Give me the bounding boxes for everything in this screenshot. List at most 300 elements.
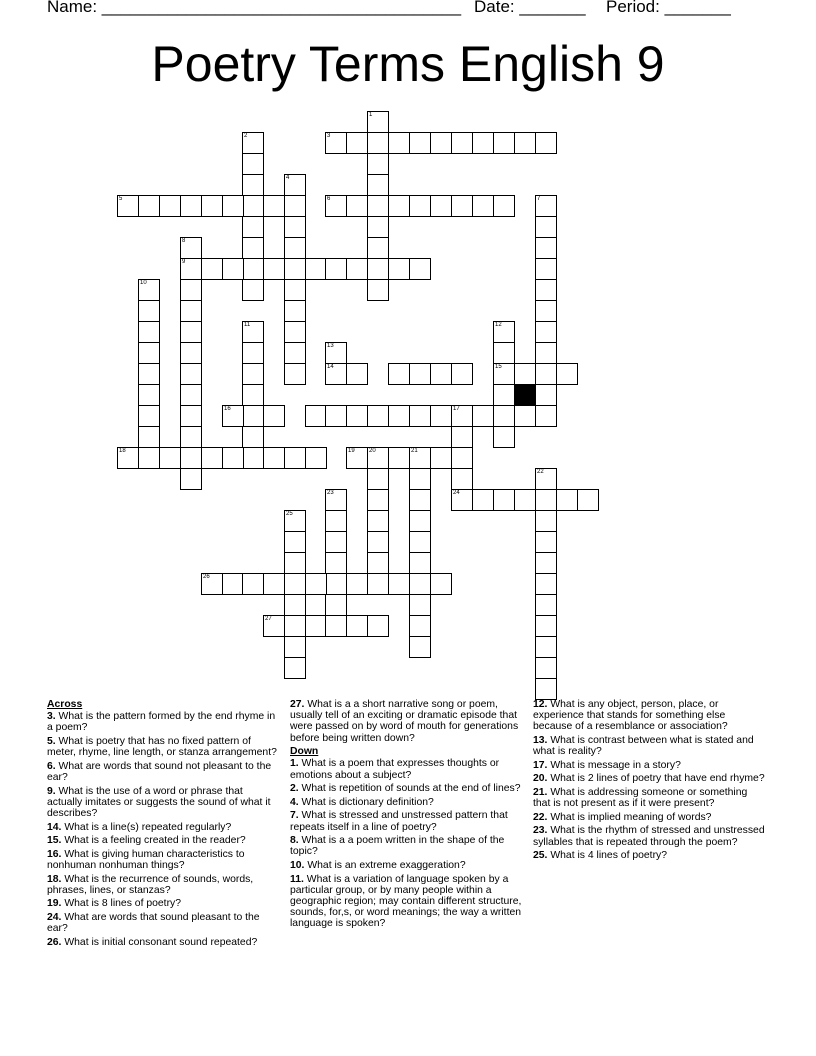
clue-item-number: 12. [533, 699, 548, 710]
grid-cell[interactable] [117, 447, 139, 469]
grid-cell[interactable] [535, 468, 557, 490]
grid-cell[interactable] [535, 678, 557, 700]
grid-cell[interactable] [325, 594, 347, 616]
grid-cell[interactable] [325, 489, 347, 511]
grid-cell[interactable] [242, 279, 264, 301]
grid-cell[interactable] [535, 489, 557, 511]
clue-item-number: 24. [47, 911, 62, 923]
grid-cell[interactable] [451, 363, 473, 385]
grid-cell[interactable] [346, 615, 368, 637]
grid-cell[interactable] [284, 531, 306, 553]
grid-cell[interactable] [346, 573, 368, 595]
grid-cell[interactable] [493, 342, 515, 364]
grid-cell[interactable] [493, 384, 515, 406]
grid-cell[interactable] [430, 195, 452, 217]
grid-cell[interactable] [325, 531, 347, 553]
grid-cell[interactable] [201, 573, 223, 595]
clue-item [533, 850, 765, 861]
grid-cell[interactable] [367, 531, 389, 553]
grid-cell[interactable] [284, 510, 306, 532]
grid-cell[interactable] [305, 615, 327, 637]
grid-cell[interactable] [284, 636, 306, 658]
clue-item [533, 825, 765, 847]
grid-cell[interactable] [138, 279, 160, 301]
clue-number: 1 [369, 112, 373, 118]
clue-item [290, 797, 522, 808]
grid-cell[interactable] [325, 132, 347, 154]
grid-cell[interactable] [367, 174, 389, 196]
clue-item-text: What is a poem that expresses thoughts or emotions about a subject? [290, 758, 500, 781]
clue-number: 18 [119, 448, 126, 454]
grid-cell[interactable] [367, 447, 389, 469]
clue-item-text: What is implied meaning of words? [547, 811, 712, 823]
grid-cell[interactable] [409, 531, 431, 553]
grid-cell[interactable] [472, 195, 494, 217]
clue-list-col2-down [290, 758, 522, 929]
grid-cell[interactable] [138, 405, 160, 427]
grid-cell[interactable] [388, 195, 410, 217]
grid-cell[interactable] [138, 321, 160, 343]
grid-cell[interactable] [242, 573, 264, 595]
clue-number: 22 [537, 469, 544, 475]
grid-cell[interactable] [388, 132, 410, 154]
grid-cell[interactable] [451, 489, 473, 511]
grid-cell[interactable] [242, 447, 264, 469]
grid-cell[interactable] [180, 300, 202, 322]
grid-cell[interactable] [346, 132, 368, 154]
grid-cell[interactable] [284, 363, 306, 385]
black-square [514, 384, 536, 406]
grid-cell[interactable] [535, 342, 557, 364]
grid-cell[interactable] [242, 363, 264, 385]
grid-cell[interactable] [201, 258, 223, 280]
grid-cell[interactable] [535, 237, 557, 259]
clue-list-col1 [47, 711, 279, 948]
grid-cell[interactable] [325, 363, 347, 385]
grid-cell[interactable] [367, 153, 389, 175]
clue-number: 25 [286, 511, 293, 517]
clue-item-text: What is a line(s) repeated regularly? [61, 821, 232, 833]
grid-cell[interactable] [305, 573, 327, 595]
clue-item-number: 23. [533, 825, 548, 837]
grid-cell[interactable] [201, 195, 223, 217]
grid-cell[interactable] [242, 426, 264, 448]
clue-item-number: 25. [533, 850, 548, 862]
grid-cell[interactable] [263, 573, 285, 595]
grid-cell[interactable] [263, 405, 285, 427]
grid-cell[interactable] [242, 321, 264, 343]
grid-cell[interactable] [284, 300, 306, 322]
grid-cell[interactable] [367, 132, 389, 154]
grid-cell[interactable] [242, 342, 264, 364]
grid-cell[interactable] [305, 405, 327, 427]
grid-cell[interactable] [263, 258, 285, 280]
grid-cell[interactable] [325, 342, 347, 364]
grid-cell[interactable] [472, 405, 494, 427]
clue-item-number: 11. [290, 873, 304, 885]
clue-item-text: What is repetition of sounds at the end of lines? [298, 783, 521, 795]
clue-number: 16 [224, 406, 231, 412]
grid-cell[interactable] [493, 132, 515, 154]
grid-cell[interactable] [325, 258, 347, 280]
clue-item [47, 736, 279, 758]
grid-cell[interactable] [535, 615, 557, 637]
clue-number: 15 [495, 364, 502, 370]
grid-cell[interactable] [535, 132, 557, 154]
grid-cell[interactable] [180, 321, 202, 343]
grid-cell[interactable] [430, 573, 452, 595]
grid-cell[interactable] [430, 405, 452, 427]
grid-cell[interactable] [493, 321, 515, 343]
clue-item-text: What is a feeling created in the reader? [61, 835, 246, 847]
clue-item [47, 898, 279, 909]
clue-item-text: What is the recurrence of sounds, words, phrases, lines, or stanzas? [47, 873, 254, 896]
grid-cell[interactable] [263, 195, 285, 217]
grid-cell[interactable] [556, 489, 578, 511]
grid-cell[interactable] [409, 510, 431, 532]
period-label: Period: _______ [606, 0, 731, 16]
grid-cell[interactable] [159, 447, 181, 469]
clue-item [533, 787, 765, 809]
clue-item-text: What is 8 lines of poetry? [61, 898, 182, 910]
grid-cell[interactable] [535, 510, 557, 532]
clue-number: 26 [203, 574, 210, 580]
grid-cell[interactable] [367, 489, 389, 511]
grid-cell[interactable] [180, 363, 202, 385]
clue-list-col2-across [290, 699, 522, 744]
clue-item-text: What is poetry that has no fixed pattern of meter, rhyme, line length, or stanza arrangement? [47, 736, 277, 759]
grid-cell[interactable] [242, 405, 264, 427]
grid-cell[interactable] [409, 615, 431, 637]
grid-cell[interactable] [242, 195, 264, 217]
clue-item [533, 773, 765, 784]
grid-cell[interactable] [284, 321, 306, 343]
grid-cell[interactable] [159, 195, 181, 217]
grid-cell[interactable] [180, 426, 202, 448]
grid-cell[interactable] [514, 405, 536, 427]
grid-cell[interactable] [493, 195, 515, 217]
clue-item-text: What is any object, person, place, or experience that stands for something else because of a resemblance or association? [533, 699, 728, 733]
date-label: Date: _______ [474, 0, 586, 16]
name-label: Name: ______________________________________ [47, 0, 462, 16]
clue-item [533, 760, 765, 771]
grid-cell[interactable] [325, 510, 347, 532]
grid-cell[interactable] [535, 636, 557, 658]
clue-item [47, 761, 279, 783]
clue-item-text: What is the use of a word or phrase that actually imitates or suggests the sound of what it describes? [47, 785, 271, 819]
grid-cell[interactable] [180, 279, 202, 301]
grid-cell[interactable] [430, 132, 452, 154]
grid-cell[interactable] [305, 258, 327, 280]
grid-cell[interactable] [284, 342, 306, 364]
clue-item-text: What is stressed and unstressed pattern that repeats itself in a line of poetry? [290, 810, 508, 833]
grid-cell[interactable] [180, 342, 202, 364]
grid-cell[interactable] [409, 363, 431, 385]
grid-cell[interactable] [514, 363, 536, 385]
clue-item-text: What is 4 lines of poetry? [547, 850, 668, 862]
grid-cell[interactable] [222, 405, 244, 427]
grid-cell[interactable] [493, 489, 515, 511]
grid-cell[interactable] [138, 342, 160, 364]
grid-cell[interactable] [222, 195, 244, 217]
grid-cell[interactable] [535, 363, 557, 385]
grid-cell[interactable] [535, 300, 557, 322]
grid-cell[interactable] [180, 195, 202, 217]
grid-cell[interactable] [388, 258, 410, 280]
clue-item-number: 15. [47, 835, 62, 847]
clue-item [290, 810, 522, 832]
grid-cell[interactable] [222, 447, 244, 469]
grid-cell[interactable] [284, 174, 306, 196]
grid-cell[interactable] [535, 657, 557, 679]
clue-number: 20 [369, 448, 376, 454]
grid-cell[interactable] [325, 573, 347, 595]
clue-item-text: What is 2 lines of poetry that have end rhyme? [547, 773, 765, 785]
grid-cell[interactable] [535, 279, 557, 301]
clue-item-text: What is dictionary definition? [298, 796, 434, 808]
grid-cell[interactable] [138, 426, 160, 448]
clues-column-3 [533, 699, 765, 864]
grid-cell[interactable] [451, 447, 473, 469]
grid-cell[interactable] [367, 258, 389, 280]
grid-cell[interactable] [451, 195, 473, 217]
clue-number: 4 [286, 175, 290, 181]
clue-item-number: 5. [47, 736, 56, 747]
grid-cell[interactable] [535, 321, 557, 343]
grid-cell[interactable] [451, 426, 473, 448]
grid-cell[interactable] [388, 363, 410, 385]
grid-cell[interactable] [138, 300, 160, 322]
grid-cell[interactable] [117, 195, 139, 217]
grid-cell[interactable] [409, 468, 431, 490]
clue-item-number: 8. [290, 835, 299, 847]
grid-cell[interactable] [451, 405, 473, 427]
grid-cell[interactable] [367, 468, 389, 490]
grid-cell[interactable] [409, 405, 431, 427]
grid-cell[interactable] [284, 447, 306, 469]
clue-item-text: What is the pattern formed by the end rhyme in a poem? [47, 711, 276, 734]
grid-cell[interactable] [367, 237, 389, 259]
grid-cell[interactable] [367, 573, 389, 595]
grid-cell[interactable] [305, 447, 327, 469]
clue-item-number: 4. [290, 796, 299, 808]
clue-number: 12 [495, 322, 502, 328]
clue-item-text: What is a a poem written in the shape of the topic? [290, 835, 505, 858]
clues-column-1 [47, 699, 279, 950]
clue-number: 23 [327, 490, 334, 496]
grid-cell[interactable] [138, 447, 160, 469]
clue-number: 5 [119, 196, 123, 202]
grid-cell[interactable] [284, 615, 306, 637]
grid-cell[interactable] [388, 405, 410, 427]
grid-cell[interactable] [284, 657, 306, 679]
clue-item [47, 711, 279, 733]
grid-cell[interactable] [409, 636, 431, 658]
grid-cell[interactable] [346, 405, 368, 427]
grid-cell[interactable] [493, 405, 515, 427]
clue-item-number: 19. [47, 898, 62, 910]
grid-cell[interactable] [180, 405, 202, 427]
grid-cell[interactable] [284, 237, 306, 259]
clue-item-number: 9. [47, 785, 56, 797]
clue-item [290, 758, 522, 780]
grid-cell[interactable] [535, 531, 557, 553]
clue-item-text: What are words that sound pleasant to the ear? [47, 911, 260, 935]
clue-item [290, 860, 522, 871]
grid-cell[interactable] [535, 384, 557, 406]
grid-cell[interactable] [138, 384, 160, 406]
grid-cell[interactable] [514, 132, 536, 154]
grid-cell[interactable] [222, 258, 244, 280]
grid-cell[interactable] [242, 216, 264, 238]
grid-cell[interactable] [367, 111, 389, 133]
grid-cell[interactable] [472, 489, 494, 511]
grid-cell[interactable] [180, 258, 202, 280]
clue-item-text: What are words that sound not pleasant to the ear? [47, 760, 272, 783]
clue-item-number: 3. [47, 711, 56, 723]
grid-cell[interactable] [242, 384, 264, 406]
grid-cell[interactable] [346, 447, 368, 469]
clue-item-number: 20. [533, 773, 548, 785]
clue-item-text: What is the rhythm of stressed and unstressed syllables that is repeated through the poem? [533, 825, 765, 848]
clue-item [47, 849, 279, 871]
grid-cell[interactable] [346, 195, 368, 217]
grid-cell[interactable] [556, 363, 578, 385]
clue-item-text: What is message in a story? [547, 759, 681, 771]
clue-item-text: What is a a short narrative song or poem, usually tell of an exciting or dramatic episode that were passed on by word of mouth for generations before being written down? [290, 699, 519, 744]
clue-item [533, 812, 765, 823]
grid-cell[interactable] [242, 258, 264, 280]
grid-cell[interactable] [388, 573, 410, 595]
grid-cell[interactable] [409, 552, 431, 574]
grid-cell[interactable] [284, 258, 306, 280]
grid-cell[interactable] [367, 405, 389, 427]
page-title: Poetry Terms English 9 [151, 36, 665, 92]
grid-cell[interactable] [367, 195, 389, 217]
grid-cell[interactable] [535, 594, 557, 616]
grid-cell[interactable] [535, 405, 557, 427]
grid-cell[interactable] [222, 573, 244, 595]
clue-item [47, 937, 279, 948]
clue-number: 3 [327, 133, 331, 139]
grid-cell[interactable] [409, 195, 431, 217]
clue-item-number: 2. [290, 783, 299, 795]
grid-cell[interactable] [577, 489, 599, 511]
clue-item [290, 874, 522, 930]
grid-cell[interactable] [367, 510, 389, 532]
grid-cell[interactable] [242, 153, 264, 175]
grid-cell[interactable] [284, 594, 306, 616]
grid-cell[interactable] [284, 216, 306, 238]
grid-cell[interactable] [325, 195, 347, 217]
grid-cell[interactable] [472, 132, 494, 154]
grid-cell[interactable] [493, 363, 515, 385]
grid-cell[interactable] [409, 132, 431, 154]
grid-cell[interactable] [325, 405, 347, 427]
clue-item [290, 699, 522, 744]
grid-cell[interactable] [242, 237, 264, 259]
clue-item-text: What is giving human characteristics to nonhuman nonhuman things? [47, 848, 245, 871]
clue-item-number: 21. [533, 786, 548, 798]
clue-item-number: 1. [290, 758, 299, 770]
clue-item-number: 18. [47, 873, 62, 885]
down-heading: Down [290, 746, 319, 758]
grid-cell[interactable] [409, 594, 431, 616]
clue-number: 24 [453, 490, 460, 496]
grid-cell[interactable] [430, 363, 452, 385]
grid-cell[interactable] [535, 216, 557, 238]
clue-item-number: 10. [290, 859, 305, 871]
grid-cell[interactable] [346, 258, 368, 280]
grid-cell[interactable] [367, 615, 389, 637]
grid-cell[interactable] [409, 258, 431, 280]
clue-item [47, 786, 279, 820]
grid-cell[interactable] [367, 552, 389, 574]
grid-cell[interactable] [263, 615, 285, 637]
grid-cell[interactable] [367, 216, 389, 238]
grid-cell[interactable] [409, 489, 431, 511]
clue-number: 11 [244, 322, 251, 328]
grid-cell[interactable] [409, 573, 431, 595]
grid-cell[interactable] [493, 426, 515, 448]
grid-cell[interactable] [180, 384, 202, 406]
clue-item-text: What is a variation of language spoken by a particular group, or by many people within a geographic region; may contain different structure, sounds, for,s, or word meanings; the way a written language is spoken? [290, 873, 522, 930]
clue-item [47, 874, 279, 896]
grid-cell[interactable] [242, 174, 264, 196]
grid-cell[interactable] [180, 237, 202, 259]
grid-cell[interactable] [409, 447, 431, 469]
grid-cell[interactable] [535, 258, 557, 280]
grid-cell[interactable] [367, 279, 389, 301]
grid-cell[interactable] [180, 447, 202, 469]
clue-item [290, 835, 522, 857]
clue-item-number: 14. [47, 821, 62, 833]
grid-cell[interactable] [201, 447, 223, 469]
grid-cell[interactable] [284, 573, 306, 595]
grid-cell[interactable] [284, 552, 306, 574]
clue-item-number: 6. [47, 760, 56, 772]
grid-cell[interactable] [451, 468, 473, 490]
clue-item [47, 822, 279, 833]
grid-cell[interactable] [514, 489, 536, 511]
clue-item-number: 26. [47, 936, 62, 948]
grid-cell[interactable] [346, 363, 368, 385]
grid-cell[interactable] [535, 552, 557, 574]
grid-cell[interactable] [138, 363, 160, 385]
clue-number: 8 [182, 238, 186, 244]
clue-item-text: What is initial consonant sound repeated? [61, 936, 258, 948]
across-heading: Across [47, 699, 83, 710]
grid-cell[interactable] [242, 132, 264, 154]
grid-cell[interactable] [325, 552, 347, 574]
grid-cell[interactable] [451, 132, 473, 154]
grid-cell[interactable] [180, 468, 202, 490]
grid-cell[interactable] [430, 447, 452, 469]
grid-cell[interactable] [388, 447, 410, 469]
clue-number: 2 [244, 133, 248, 139]
grid-cell[interactable] [325, 615, 347, 637]
grid-cell[interactable] [263, 447, 285, 469]
grid-cell[interactable] [138, 195, 160, 217]
clue-number: 21 [411, 448, 418, 454]
grid-cell[interactable] [535, 195, 557, 217]
clue-number: 19 [348, 448, 355, 454]
grid-cell[interactable] [535, 573, 557, 595]
clue-number: 17 [453, 406, 460, 412]
grid-cell[interactable] [284, 195, 306, 217]
clue-number: 6 [327, 196, 331, 202]
grid-cell[interactable] [284, 279, 306, 301]
